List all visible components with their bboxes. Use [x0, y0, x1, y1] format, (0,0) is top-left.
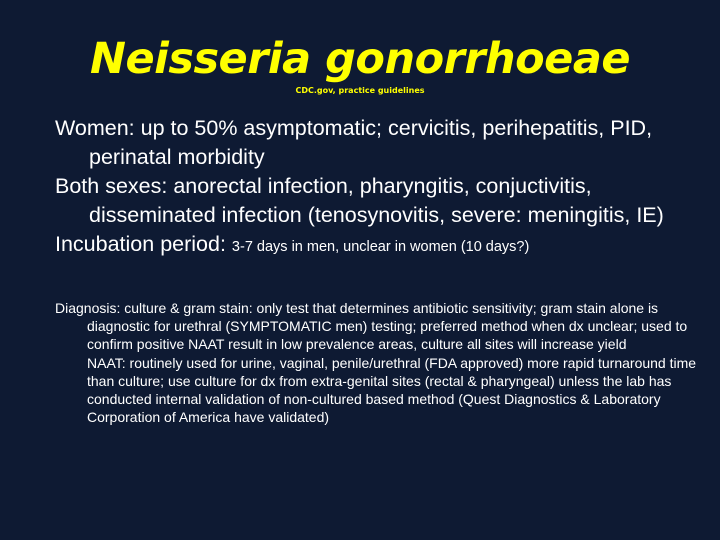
incubation-label: Incubation period:	[55, 232, 226, 256]
source-citation: CDC.gov, practice guidelines	[295, 86, 425, 95]
bullet-incubation	[55, 230, 705, 262]
bullet-both-sexes: Both sexes: anorectal infection, pharyngitis, conjuctivitis, disseminated infection (tenosynovitis, severe: meningitis, IE)	[55, 174, 664, 227]
incubation-detail: 3-7 days in men, unclear in women (10 days?)	[231, 239, 530, 255]
diagnosis-section	[55, 299, 705, 426]
naat-text: NAAT: routinely used for urine, vaginal, penile/urethral (FDA approved) more rapid turnaround time than culture; use culture for dx from extra-genital sites (rectal & pharyngeal) unless the lab has conducted internal validation of non-cultured based method (Quest Diagnostics & Laboratory Corporation of America have validated)	[87, 354, 697, 426]
bullet-women: Women: up to 50% asymptomatic; cervicitis, perihepatitis, PID, perinatal morbidity	[55, 116, 653, 169]
diagnosis-text: Diagnosis: culture & gram stain: only test that determines antibiotic sensitivity; gram stain alone is diagnostic for urethral (SYMPTOMATIC men) testing; preferred method when dx unclear; used to confirm positive NAAT result in low prevalence areas, culture all sites will increase yield	[55, 300, 688, 353]
slide-title: Neisseria gonorrhoeae	[89, 34, 631, 84]
bullet-list	[55, 114, 705, 262]
